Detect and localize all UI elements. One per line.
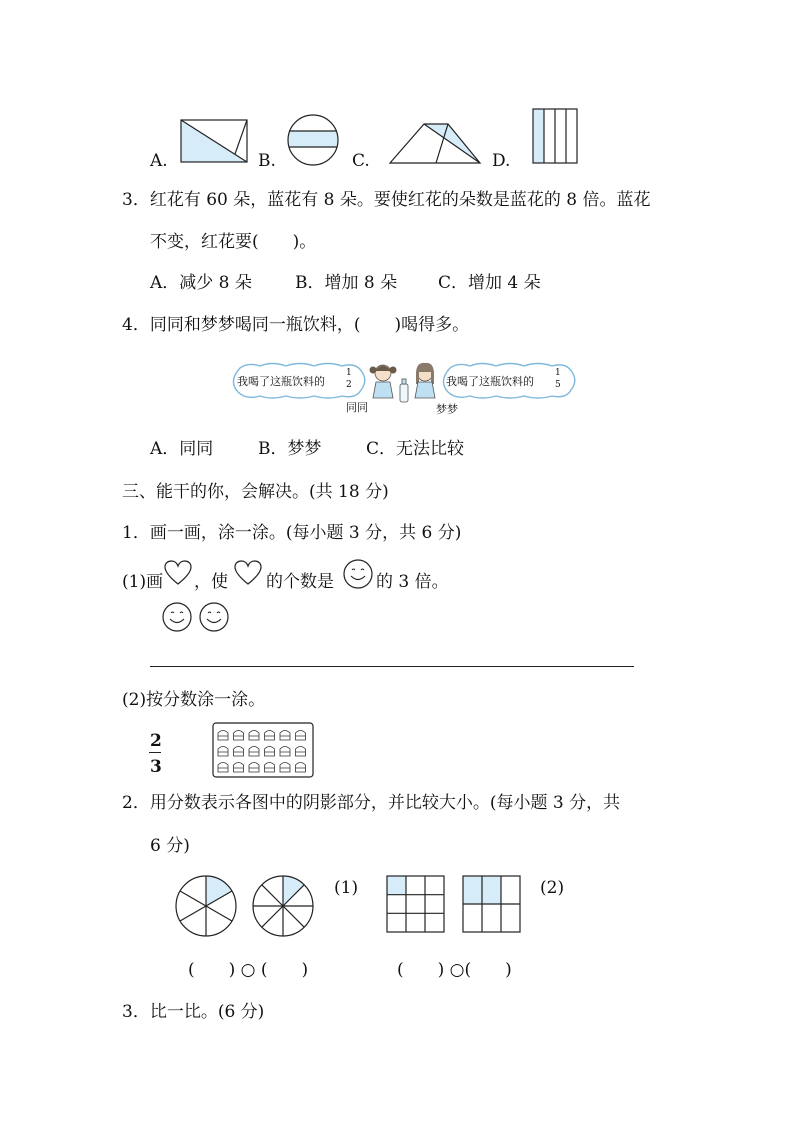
fraction-denominator: 3: [150, 757, 162, 777]
q4-bubble-right-text: 我喝了这瓶饮料的: [446, 375, 534, 388]
sector-divider: [262, 906, 283, 927]
sector-divider: [180, 891, 206, 906]
girl-tongtong-icon: [368, 362, 398, 404]
s3-q2-line1: 2．用分数表示各图中的阴影部分，并比较大小。(每小题 3 分，共: [122, 793, 621, 813]
grid-six-parts-figure: [462, 875, 522, 933]
sector-divider: [283, 906, 304, 927]
q4-text: 4．同同和梦梦喝同一瓶饮料，( )喝得多。: [122, 315, 470, 335]
option-c-trapezoid-figure: [388, 123, 482, 165]
q3-option-c: C．增加 4 朵: [438, 273, 541, 293]
smiley-face-icon: [161, 601, 193, 633]
s3-q1-p1-c: 的个数是: [266, 572, 334, 592]
drink-bottle-icon: [398, 378, 410, 404]
pie-circle-eight-parts: [251, 874, 315, 938]
s3-q2-label2: (2): [540, 878, 565, 898]
sector-divider: [206, 906, 232, 921]
q4-option-b: B．梦梦: [258, 439, 322, 459]
answer-line[interactable]: [150, 666, 634, 667]
option-d-label: D.: [492, 151, 511, 171]
q3-option-a: A．减少 8 朵: [150, 273, 252, 293]
s3-q2-compare1[interactable]: ( ) ○ ( ): [188, 960, 309, 980]
q4-option-c: C．无法比较: [366, 439, 465, 459]
sector-divider: [180, 906, 206, 921]
q4-bubble-left-den: 2: [346, 380, 352, 390]
q4-name-left: 同同: [346, 401, 368, 414]
option-d-bar-figure: [532, 108, 578, 164]
q4-bubble-right-num: 1: [555, 368, 561, 378]
shaded-sector: [283, 876, 304, 906]
s3-q3-title: 3．比一比。(6 分): [122, 1002, 265, 1022]
option-b-circle-figure: [286, 113, 340, 167]
option-a-label: A.: [150, 151, 168, 171]
option-a-rectangle-figure: [180, 119, 248, 163]
q4-bubble-right-den: 5: [555, 380, 561, 390]
section3-heading: 三、能干的你，会解决。(共 18 分): [122, 482, 389, 502]
q4-name-right: 梦梦: [436, 403, 458, 416]
s3-q1-title: 1．画一画，涂一涂。(每小题 3 分，共 6 分): [122, 523, 462, 543]
q4-bubble-left-text: 我喝了这瓶饮料的: [237, 375, 325, 388]
heart-icon: [234, 560, 262, 586]
s3-q1-p1-d: 的 3 倍。: [376, 572, 449, 592]
sector-divider: [262, 885, 283, 906]
pie-circle-six-parts: [174, 874, 238, 938]
smiley-face-icon: [198, 601, 230, 633]
s3-q1-p2: (2)按分数涂一涂。: [122, 690, 266, 710]
heart-icon: [164, 560, 192, 586]
cake-grid-figure[interactable]: [212, 722, 314, 778]
option-b-label: B.: [258, 151, 276, 171]
q3-line1: 3．红花有 60 朵，蓝花有 8 朵。要使红花的朵数是蓝花的 8 倍。蓝花: [122, 190, 651, 210]
q3-line2: 不变，红花要( )。: [150, 232, 317, 252]
q3-option-b: B．增加 8 朵: [295, 273, 398, 293]
s3-q2-compare2[interactable]: ( ) ○( ): [397, 960, 512, 980]
q4-bubble-left-num: 1: [346, 368, 352, 378]
shaded-sector: [206, 876, 232, 906]
fraction-bar: [149, 752, 161, 753]
q4-option-a: A．同同: [150, 439, 214, 459]
s3-q2-label1: (1): [334, 878, 359, 898]
s3-q1-p1-b: ，使: [194, 572, 228, 592]
grid-nine-parts-figure: [386, 875, 446, 933]
option-c-label: C.: [352, 151, 370, 171]
s3-q1-p1-a: (1)画: [122, 572, 164, 592]
fraction-numerator: 2: [150, 731, 162, 751]
girl-mengmeng-icon: [410, 362, 440, 404]
s3-q2-line2: 6 分): [150, 836, 190, 856]
smiley-face-icon: [342, 558, 374, 590]
